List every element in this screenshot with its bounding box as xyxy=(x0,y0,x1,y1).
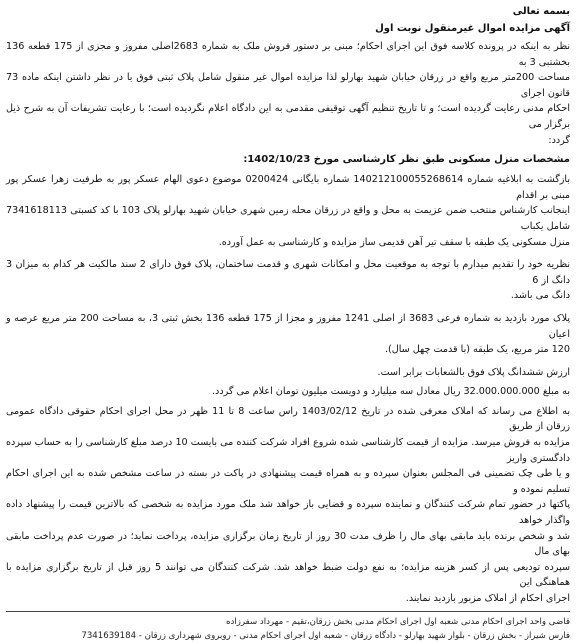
specs-heading: مشخصات منزل مسکونی طبق نظر کارشناسی مورخ 1402/10/23: xyxy=(243,154,570,166)
plot-paragraph xyxy=(6,311,570,358)
specs-line: منزل مسکونی یک طبقه با سقف تیر آهن قدیمی ساز مزایده و کارشناسی به عمل آورده. xyxy=(218,236,570,248)
intro-paragraph xyxy=(6,39,570,148)
terms-line: شد و شخص برنده باید مابقی بهای مال را ظرف مدت 30 روز از تاریخ زمان برگزاری مزایده، پرداخت نماید؛ در صورت عدم پرداخت مابقی بهای مال xyxy=(6,530,570,558)
opinion-paragraph xyxy=(6,257,570,304)
notice-title: آگهی مزایده اموال غیرمنقول نوبت اول xyxy=(375,23,570,34)
intro-line: احکام مدنی رعایت گردیده است؛ و تا تاریخ تنظیم آگهی توقیفی مقدمی به این دادگاه اعلام نگردیده است؛ با رعایت تشریفات آن به شرح ذیل برگزار می xyxy=(6,103,570,130)
terms-line: پاکتها در حضور تمام شرکت کنندگان و نماینده سپرده و قضایی باز خواهد شد ملک مورد مزایده به شخصی که بالاترین قیمت را پیشنهاد داده واگذار خواهد xyxy=(6,499,570,527)
footer-divider xyxy=(6,611,570,612)
judge-signature-line: قاضی واحد اجرای احکام مدنی شعبه اول اجرای احکام مدنی بخش زرقان،تقیم - مهرداد سفرزاده xyxy=(225,616,570,627)
opinion-line: دانگ می باشد. xyxy=(510,290,570,302)
specs-line: اینجانب کارشناس منتخب ضمن عزیمت به محل و واقع در زرقان محله زمین شهری خیابان شهید بهارلو پلاک 103 با کد کسبتی 7341618113 شامل یکباب xyxy=(6,205,570,232)
intro-line: گردد: xyxy=(548,134,570,146)
terms-line: و یا طی چک تضمینی فی المجلس بعنوان سپرده و به همراه قیمت پیشنهادی در پاکت در بسته در ساعت مشخص شده به این اجرای احکام تسلیم نموده و xyxy=(6,468,570,495)
plot-line: پلاک مورد بازدید به شماره فرعی 3683 از اصلی 1241 مفروز و مجزا از 175 قطعه 136 بخش ثبتی 3، به مساحت 200 متر مربع عرصه و اعیان xyxy=(6,312,570,340)
specs-paragraph xyxy=(6,172,570,250)
terms-line: سپرده تودیعی پس از کسر هزینه مزایده؛ به نفع دولت ضبط خواهد شد. شرکت کنندگان می توانند 5 روز قبل از تاریخ برگزاری مزایده با هماهنگی این xyxy=(6,561,571,589)
intro-line: مساحت 200متر مربع واقع در زرقان خیابان شهید بهارلو لذا مزایده اموال غیر منقول شامل پلاک ثبتی فوق با در نظر داشتن اینکه ماده 73 قانون اجرای xyxy=(6,72,570,99)
specs-line: بازگشت به ابلاغیه شماره 140212100055268614 شماره بایگانی 0200424 موضوع دعوی الهام عسکر پور به طرفیت زهرا عسکر پور مبنی بر اقدام xyxy=(6,174,570,201)
amount-line: به مبلغ 32.000.000.000 ریال معادل سه میلیارد و دویست میلیون تومان اعلام می گردد. xyxy=(212,386,570,398)
intro-line: نظر به اینکه در پرونده کلاسه فوق این اجرای احکام؛ مبنی بر دستور فروش ملک به شماره 2683اصلی مفروز و مجزی از 175 قطعه 136 بخشتبی 3 به xyxy=(6,41,570,68)
terms-line: به اطلاع می رساند که املاک معرفی شده در تاریخ 1403/02/12 راس ساعت 8 تا 11 ظهر در محل اجرای احکام حقوقی دادگاه عمومی زرقان از طریق xyxy=(6,405,571,433)
opinion-line: نظریه خود را تقدیم میدارم با توجه به موقعیت محل و امکانات شهری و قدمت ساختمان، پلاک فوق دارای 2 سند مالکیت هر کدام به میزان 3 دانگ از 6 xyxy=(6,259,570,286)
terms-line: اجرای احکام از املاک مزبور بازدید نمایند. xyxy=(405,593,570,604)
auction-terms-paragraph xyxy=(6,404,570,607)
plot-line: 120 متر مربع، یک طبقه (با قدمت چهل سال). xyxy=(385,344,570,356)
terms-line: مزایده به فروش میرسد. مزایده از قیمت کارشناسی شده شروع افراد شرکت کننده می بایست 10 درصد مبلغ کارشناسی را به حساب سپرده دادگستری واریز xyxy=(6,437,570,464)
footer xyxy=(6,615,570,643)
invocation-text: بسمه تعالی xyxy=(512,6,570,17)
appraisal-line: ارزش ششدانگ پلاک فوق بالشعابات برابر است. xyxy=(377,366,570,378)
address-line: فارس شیراز - بخش زرقان - بلوار شهید بهارلو - دادگاه زرقان - شعبه اول اجرای احکام مدنی - روبروی شهرداری زرقان - 7341639184 xyxy=(81,630,570,641)
